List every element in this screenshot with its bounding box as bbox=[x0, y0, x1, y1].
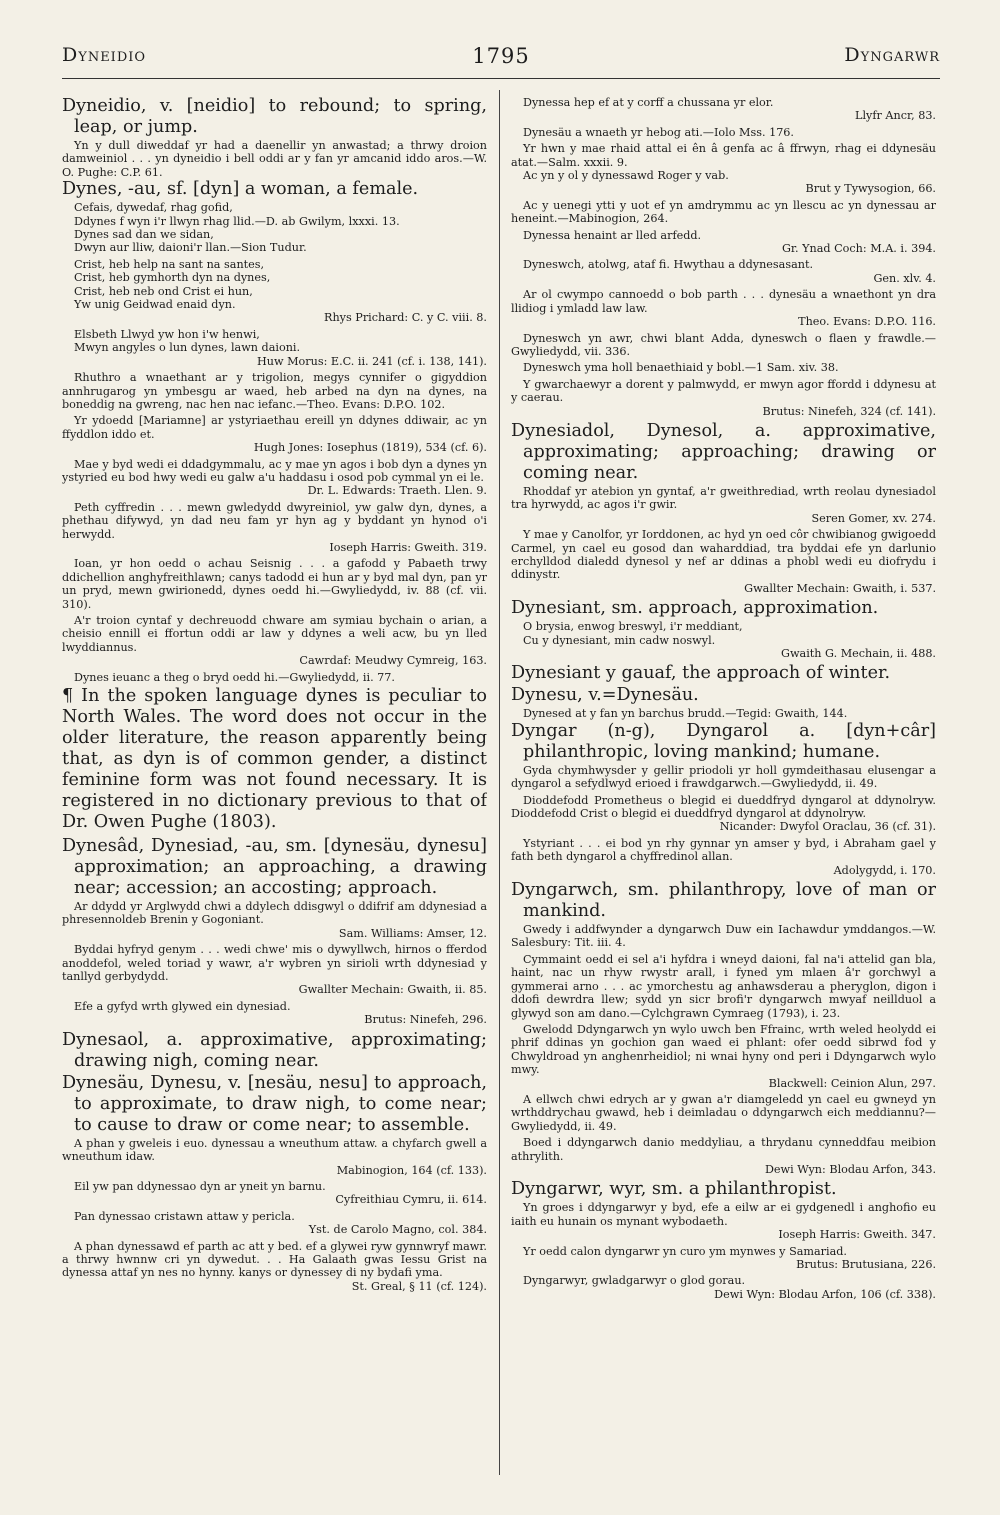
running-head-right: Dyngarwr bbox=[844, 44, 940, 66]
quotation: Efe a gyfyd wrth glywed ein dynesiad. bbox=[74, 999, 291, 1013]
quotation: Ioan, yr hon oedd o achau Seisnig . . . a gafodd y Pabaeth trwy ddichellion anghyfreithlawn; canys tadodd ei hun ar y byd mal dyn, pan yr un pryd, mewn gwirionedd, dynes oedd hi.—Gwyliedydd, iv. 88 (cf. vii. 310). bbox=[62, 557, 487, 611]
quotation: Yn groes i ddyngarwyr y byd, efe a eilw ar ei gydgenedl i anghofio eu iaith eu hunain os mynant wybodaeth. bbox=[511, 1201, 936, 1228]
headword-entry: Dynesiant, sm. approach, approximation. bbox=[511, 598, 879, 619]
quotation: A phan dynessawd ef parth ac att y bed. ef a glywei ryw gynnwryf mawr. a thrwy hwnnw cri yn dywedut. . . Ha Galaath gwas Iessu Grist na dynessa attaf yn nes no hynny. kanys or dynessey di ny bydafi yma. bbox=[62, 1239, 487, 1280]
citation: Cawrdaf: Meudwy Cymreig, 163. bbox=[299, 654, 487, 668]
citation: Mabinogion, 164 (cf. 133). bbox=[336, 1163, 487, 1177]
running-head bbox=[62, 44, 940, 74]
citation: Brutus: Ninefeh, 324 (cf. 141). bbox=[762, 404, 936, 418]
running-head-left: Dyneidio bbox=[62, 44, 147, 66]
headword-entry: Dyngarwr, wyr, sm. a philanthropist. bbox=[511, 1179, 837, 1200]
quotation: Eil yw pan ddynessao dyn ar yneit yn barnu. bbox=[74, 1179, 326, 1193]
quotation: A'r troion cyntaf y dechreuodd chware am symiau bychain o arian, a cheisio ennill ei ffortun oddi ar law y ddynes a weli acw, bu yn lled lwyddiannus. bbox=[62, 614, 487, 654]
citation: Cyfreithiau Cymru, ii. 614. bbox=[335, 1193, 487, 1207]
verse-line: Cu y dynesiant, min cadw noswyl. bbox=[523, 633, 716, 647]
quotation: Byddai hyfryd genym . . . wedi chwe' mis o dywyllwch, hirnos o fferdod anoddefol, weled toriad y wawr, a'r wybren yn sirioli wrth ddynesiad y tanllyd gerbydydd. bbox=[62, 943, 487, 984]
citation: Blackwell: Ceinion Alun, 297. bbox=[768, 1076, 936, 1090]
citation: Brutus: Ninefeh, 296. bbox=[364, 1013, 487, 1027]
quotation: Dynes ieuanc a theg o bryd oedd hi.—Gwyliedydd, ii. 77. bbox=[74, 670, 395, 684]
quotation: Ar ddydd yr Arglwydd chwi a ddylech ddisgwyl o ddifrif am ddynesiad a phresennoldeb Brenin y Gogoniant. bbox=[62, 900, 487, 927]
right-column bbox=[511, 96, 936, 1476]
quotation: Ac y uenegi ytti y uot ef yn amdrymmu ac yn llescu ac yn dynessau ar heneint.—Mabinogion, 264. bbox=[511, 198, 936, 226]
citation: Dr. L. Edwards: Traeth. Llen. 9. bbox=[307, 484, 487, 498]
citation: Huw Morus: E.C. ii. 241 (cf. i. 138, 141). bbox=[257, 354, 487, 368]
quotation: Dynesed at y fan yn barchus brudd.—Tegid: Gwaith, 144. bbox=[523, 707, 848, 721]
quotation: Y gwarchaewyr a dorent y palmwydd, er mwyn agor ffordd i ddynesu at y caerau. bbox=[511, 377, 936, 405]
citation: Sam. Williams: Amser, 12. bbox=[338, 926, 487, 940]
citation: Gwallter Mechain: Gwaith, ii. 85. bbox=[298, 983, 487, 997]
quotation: Gwelodd Ddyngarwch yn wylo uwch ben Ffrainc, wrth weled heolydd ei phrif ddinas yn gochion gan waed ei phlant: ofer oedd sibrwd fod y Chwyldroad yn anghenrheidiol; ni wnai hyny ond peri i Ddyngarwch wylo mwy. bbox=[511, 1022, 936, 1077]
citation: St. Greal, § 11 (cf. 124). bbox=[351, 1279, 487, 1293]
citation: Brutus: Brutusiana, 226. bbox=[796, 1258, 936, 1271]
citation: Adolygydd, i. 170. bbox=[833, 863, 936, 877]
headword-entry: Dyngarwch, sm. philanthropy, love of man or mankind. bbox=[511, 880, 936, 922]
verse-line: Mwyn angyles o lun dynes, lawn daioni. bbox=[74, 341, 301, 355]
quotation: Ystyriant . . . ei bod yn rhy gynnar yn amser y byd, i Abraham gael y fath beth dyngarol a chyffredinol allan. bbox=[511, 836, 936, 864]
quotation: Gwedy i addfwynder a dyngarwch Duw ein Iachawdur ymddangos.—W. Salesbury: Tit. iii. 4. bbox=[511, 923, 936, 950]
citation: Dewi Wyn: Blodau Arfon, 106 (cf. 338). bbox=[714, 1287, 936, 1301]
citation: Dewi Wyn: Blodau Arfon, 343. bbox=[764, 1162, 936, 1176]
verse-line: Yw unig Geidwad enaid dyn. bbox=[74, 298, 236, 312]
citation: Gwaith G. Mechain, ii. 488. bbox=[781, 647, 936, 660]
quotation: Pan dynessao cristawn attaw y pericla. bbox=[74, 1209, 295, 1223]
citation: Ioseph Harris: Gweith. 347. bbox=[778, 1228, 936, 1242]
headword-entry: Dynes, -au, sf. [dyn] a woman, a female. bbox=[62, 179, 419, 200]
headword-entry: Dynesu, v.=Dynesäu. bbox=[511, 685, 699, 706]
citation: Nicander: Dwyfol Oraclau, 36 (cf. 31). bbox=[719, 820, 936, 834]
headword-entry: Dynesäu, Dynesu, v. [nesäu, nesu] to approach, to approximate, to draw nigh, to come near; to cause to draw or come near; to assemble. bbox=[62, 1072, 487, 1135]
header-rule bbox=[62, 78, 940, 79]
quotation: Dioddefodd Prometheus o blegid ei dueddfryd dyngarol at ddynolryw. Dioddefodd Crist o blegid ei dueddfryd dyngarol at ddynolryw. bbox=[511, 793, 936, 821]
quotation: Dynesäu a wnaeth yr hebog ati.—Iolo Mss. 176. bbox=[523, 125, 794, 139]
quotation: A phan y gweleis i euo. dynessau a wneuthum attaw. a chyfarch gwell a wneuthum idaw. bbox=[62, 1136, 487, 1164]
citation: Yst. de Carolo Magno, col. 384. bbox=[308, 1223, 487, 1237]
citation: Rhys Prichard: C. y C. viii. 8. bbox=[324, 311, 487, 325]
citation: Llyfr Ancr, 83. bbox=[855, 109, 936, 123]
citation: Theo. Evans: D.P.O. 116. bbox=[798, 315, 936, 329]
quotation: Dyngarwyr, gwladgarwyr o glod gorau. bbox=[523, 1274, 746, 1288]
quotation: Ac yn y ol y dynessawd Roger y vab. bbox=[523, 169, 729, 183]
quotation: Yn y dull diweddaf yr had a daenellir yn anwastad; a thrwy droion damweiniol . . . yn dyneidio i bell oddi ar y fan yr amcanid iddo aros.—W. O. Pughe: C.P. 61. bbox=[62, 139, 487, 179]
quotation: A ellwch chwi edrych ar y gwan a'r diamgeledd yn cael eu gwneyd yn wrthddrychau gwawd, heb i deimladau o ddyngarwch eich meddiannu?—Gwyliedydd, ii. 49. bbox=[511, 1092, 936, 1133]
citation: Gen. xlv. 4. bbox=[873, 271, 936, 285]
citation: Gwallter Mechain: Gwaith, i. 537. bbox=[744, 581, 936, 595]
verse-line: Dwyn aur lliw, daioni'r llan.—Sion Tudur. bbox=[74, 241, 307, 255]
headword-entry: Dynesâd, Dynesiad, -au, sm. [dynesäu, dynesu] approximation; an approaching, a drawing near; accession; an accosting; approach. bbox=[62, 836, 487, 899]
usage-note: ¶ In the spoken language dynes is peculiar to North Wales. The word does not occur in the older literature, the reason apparently being that, as dyn is of common gender, a distinct feminine form was not found necessary. It is registered in no dictionary previous to that of Dr. Owen Pughe (1803). bbox=[62, 686, 487, 833]
citation: Gr. Ynad Coch: M.A. i. 394. bbox=[781, 242, 936, 256]
quotation: Mae y byd wedi ei ddadgymmalu, ac y mae yn agos i bob dyn a dynes yn ystyried eu bod hwy wedi eu galw a'u haddasu i osod pob cymmal yn ei le. bbox=[62, 457, 487, 484]
quotation: Ar ol cwympo cannoedd o bob parth . . . dynesäu a wnaethont yn dra llidiog i ymladd law law. bbox=[511, 288, 936, 315]
quotation: Dyneswch, atolwg, ataf fi. Hwythau a ddynesasant. bbox=[523, 258, 814, 272]
citation: Seren Gomer, xv. 274. bbox=[811, 511, 936, 525]
quotation: Yr ydoedd [Mariamne] ar ystyriaethau ereill yn ddynes ddiwair, ac yn ffyddlon iddo et. bbox=[62, 414, 487, 441]
verse-line: Ddynes f wyn i'r llwyn rhag llid.—D. ab Gwilym, lxxxi. 13. bbox=[74, 214, 400, 228]
quotation: Rhoddaf yr atebion yn gyntaf, a'r gweithrediad, wrth reolau dynesiadol tra hyrwydd, ac agos i'r gwir. bbox=[511, 484, 936, 512]
quotation: Y mae y Canolfor, yr Iorddonen, ac hyd yn oed côr chwibianog gwigoedd Carmel, yn cael eu gosod dan waharddiad, tra byddai efe yn darlunio erchylldod dialedd dynesol y nef ar ddinas a phobl wedi eu diofrydu i ddinystr. bbox=[511, 528, 936, 582]
verse-line: Crist, heb help na sant na santes, bbox=[74, 257, 265, 271]
page-number: 1795 bbox=[472, 44, 530, 68]
citation: Hugh Jones: Iosephus (1819), 534 (cf. 6). bbox=[253, 441, 487, 455]
quotation: Gyda chymhwysder y gellir priodoli yr holl gymdeithasau elusengar a dyngarol a sefydlwyd erioed i frawdgarwch.—Gwyliedydd, ii. 49. bbox=[511, 763, 936, 791]
quotation: Dynessa henaint ar lled arfedd. bbox=[523, 228, 702, 242]
quotation: Yr hwn y mae rhaid attal ei ên â genfa ac â ffrwyn, rhag ei ddynesäu atat.—Salm. xxxii. 9. bbox=[511, 142, 936, 169]
quotation: Yr oedd calon dyngarwr yn curo ym mynwes y Samariad. bbox=[523, 1244, 847, 1258]
citation: Ioseph Harris: Gweith. 319. bbox=[329, 540, 487, 554]
left-column bbox=[62, 96, 487, 1476]
headword-entry: Dynesiadol, Dynesol, a. approximative, approximating; approaching; drawing or coming near. bbox=[511, 420, 936, 483]
headword-entry: Dynesiant y gauaf, the approach of winter. bbox=[511, 663, 891, 684]
quotation: Boed i ddyngarwch danio meddyliau, a thrydanu cynneddfau meibion athrylith. bbox=[511, 1136, 936, 1163]
quotation: Cymmaint oedd ei sel a'i hyfdra i wneyd daioni, fal na'i attelid gan bla, haint, nac un rhyw rwystr arall, i fyned ym mlaen â'r gorchwyl a gymmerai arno . . . ac ymorchestu ag anhawsderau a pheryglon, digon i ddofi dewrdra llew; sydd yn sicr brofi'r dyngarwch mwyaf neillduol a glywyd son am dano.—Cylchgrawn Cymraeg (1793), i. 23. bbox=[511, 952, 936, 1020]
headword-entry: Dynesaol, a. approximative, approximating; drawing nigh, coming near. bbox=[62, 1029, 487, 1071]
verse-line: Elsbeth Llwyd yw hon i'w henwi, bbox=[74, 327, 260, 341]
quotation: Dyneswch yma holl benaethiaid y bobl.—1 Sam. xiv. 38. bbox=[523, 361, 839, 375]
quotation: Dyneswch yn awr, chwi blant Adda, dyneswch o flaen y frawdle.—Gwyliedydd, vii. 336. bbox=[511, 331, 936, 358]
headword-entry: Dyneidio, v. [neidio] to rebound; to spring, leap, or jump. bbox=[62, 96, 487, 137]
quotation: Peth cyffredin . . . mewn gwledydd dwyreiniol, yw galw dyn, dynes, a phethau difywyd, yn dad neu fam yr hyn ag y byddant yn hynod o'i herwydd. bbox=[62, 500, 487, 541]
headword-entry: Dyngar (n-g), Dyngarol a. [dyn+câr] philanthropic, loving mankind; humane. bbox=[511, 720, 936, 762]
quotation: Rhuthro a wnaethant ar y trigolion, megys cynnifer o gigyddion annhrugarog yn ymbesgu ar waed, heb arbed na dyn na dynes, na boneddig na gwreng, nac hen nac iefanc.—Theo. Evans: D.P.O. 102. bbox=[62, 371, 487, 411]
citation: Brut y Tywysogion, 66. bbox=[805, 182, 936, 196]
verse-line: Crist, heb gymhorth dyn na dynes, bbox=[74, 271, 271, 285]
verse-line: O brysia, enwog breswyl, i'r meddiant, bbox=[523, 620, 743, 634]
quotation: Dynessa hep ef at y corff a chussana yr elor. bbox=[523, 96, 774, 109]
verse-line: Cefais, dywedaf, rhag gofid, bbox=[74, 201, 233, 215]
verse-line: Dynes sad dan we sidan, bbox=[74, 228, 214, 242]
column-divider bbox=[499, 90, 500, 1475]
verse-line: Crist, heb neb ond Crist ei hun, bbox=[74, 284, 253, 298]
